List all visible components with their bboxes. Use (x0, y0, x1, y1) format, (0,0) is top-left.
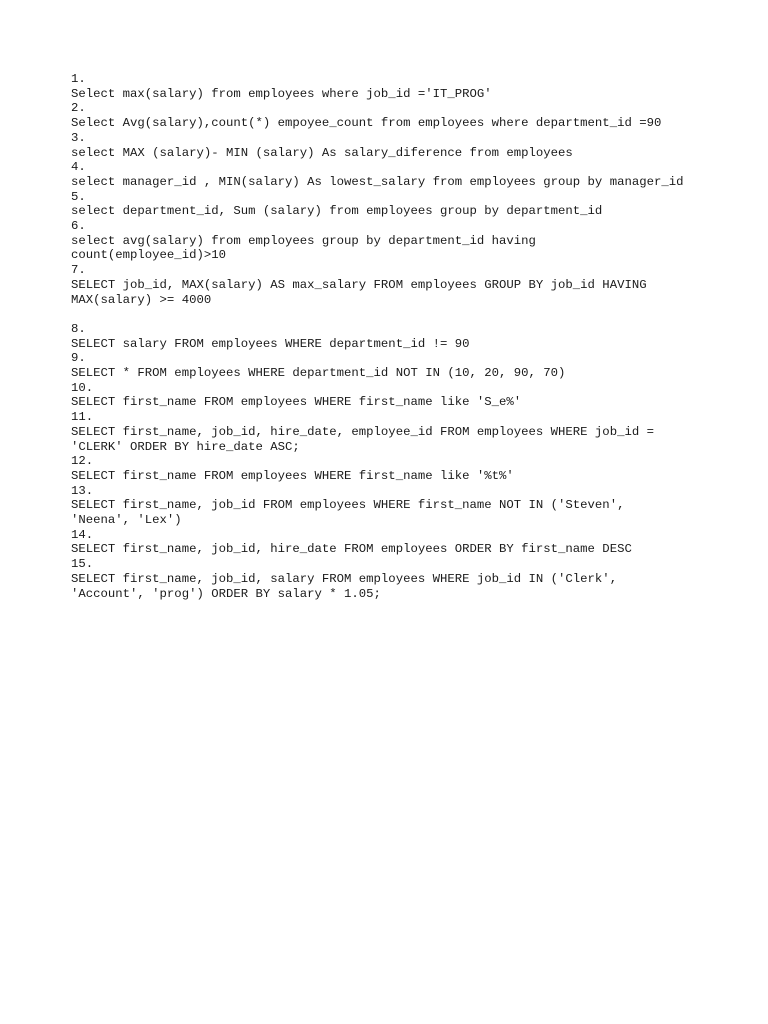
item-number: 12. (71, 454, 94, 469)
item-number: 4. (71, 160, 86, 175)
item-query: SELECT first_name, job_id, salary FROM employees WHERE job_id IN ('Clerk', (71, 571, 618, 586)
item-query-continuation: MAX(salary) >= 4000 (71, 292, 212, 307)
query-list (71, 72, 731, 601)
item-number: 9. (71, 351, 86, 366)
item-query: SELECT first_name, job_id FROM employees WHERE first_name NOT IN ('Steven', (71, 498, 625, 513)
list-item (71, 528, 731, 557)
item-number: 3. (71, 130, 86, 145)
item-query: SELECT first_name FROM employees WHERE first_name like '%t%' (71, 468, 514, 483)
item-query: SELECT first_name FROM employees WHERE first_name like 'S_e%' (71, 395, 522, 410)
item-query-continuation: 'CLERK' ORDER BY hire_date ASC; (71, 439, 300, 454)
list-item (71, 557, 731, 601)
item-number: 7. (71, 263, 86, 278)
list-item (71, 72, 731, 101)
item-query: select department_id, Sum (salary) from employees group by department_id (71, 204, 603, 219)
item-query: SELECT first_name, job_id, hire_date, employee_id FROM employees WHERE job_id = (71, 424, 654, 439)
list-item (71, 454, 731, 483)
list-item (71, 160, 731, 189)
item-query: Select max(salary) from employees where job_id ='IT_PROG' (71, 86, 492, 101)
item-query-continuation: count(employee_id)>10 (71, 248, 226, 263)
item-query: SELECT * FROM employees WHERE department_id NOT IN (10, 20, 90, 70) (71, 366, 566, 381)
list-item (71, 263, 731, 307)
item-query: select MAX (salary)- MIN (salary) As salary_diference from employees (71, 145, 573, 160)
list-item (71, 322, 731, 351)
item-number: 2. (71, 101, 86, 116)
item-query: select avg(salary) from employees group by department_id having (71, 233, 536, 248)
item-number: 1. (71, 72, 86, 86)
list-item (71, 190, 731, 219)
item-number: 14. (71, 527, 94, 542)
list-item (71, 410, 731, 454)
list-item (71, 131, 731, 160)
item-number: 8. (71, 321, 86, 336)
item-number: 15. (71, 557, 94, 572)
item-query: SELECT job_id, MAX(salary) AS max_salary FROM employees GROUP BY job_id HAVING (71, 277, 647, 292)
item-query: SELECT first_name, job_id, hire_date FROM employees ORDER BY first_name DESC (71, 542, 632, 557)
item-number: 10. (71, 380, 94, 395)
item-number: 13. (71, 483, 94, 498)
item-query-continuation: 'Neena', 'Lex') (71, 513, 182, 528)
blank-line (71, 307, 731, 322)
list-item (71, 219, 731, 263)
item-number: 6. (71, 219, 86, 234)
item-number: 5. (71, 189, 86, 204)
item-query: select manager_id , MIN(salary) As lowest_salary from employees group by manager_id (71, 174, 684, 189)
list-item (71, 381, 731, 410)
item-query: Select Avg(salary),count(*) empoyee_count from employees where department_id =90 (71, 116, 662, 131)
item-query-continuation: 'Account', 'prog') ORDER BY salary * 1.05; (71, 586, 381, 601)
item-query: SELECT salary FROM employees WHERE department_id != 90 (71, 336, 470, 351)
list-item (71, 484, 731, 528)
item-number: 11. (71, 410, 94, 425)
list-item (71, 101, 731, 130)
list-item (71, 351, 731, 380)
